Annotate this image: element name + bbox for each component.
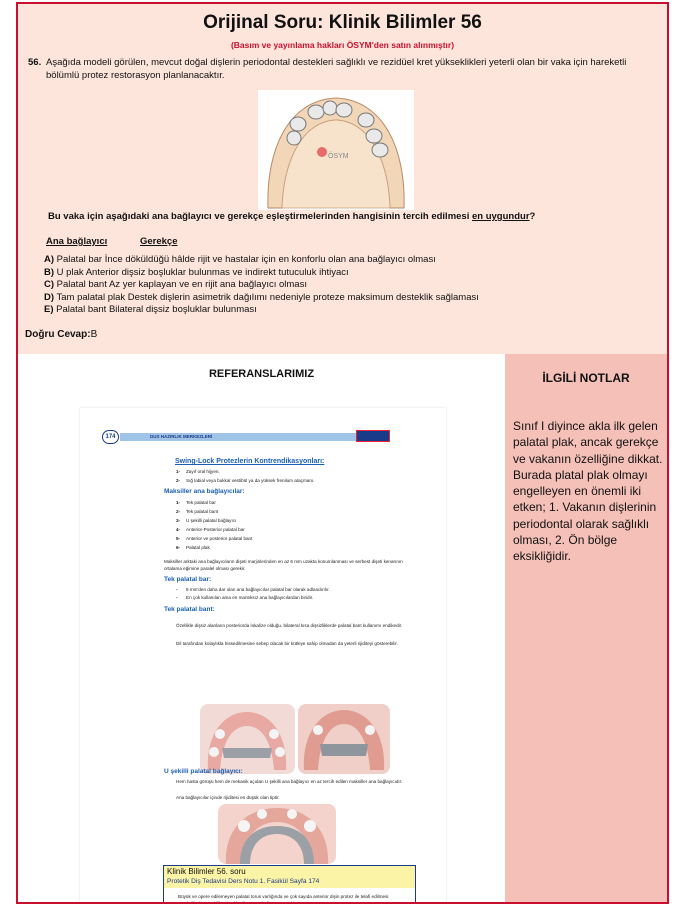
answer-value: B: [90, 329, 98, 340]
references-title: REFERANSLARIMIZ: [208, 368, 315, 380]
subsection-title: U şekilli palatal bağlayıcı:: [164, 768, 243, 775]
notes-title: İLGİLİ NOTLAR: [542, 371, 630, 385]
page-header-band: DUS HAZIRLIK MERKEZLERİ: [120, 433, 360, 441]
question-text: [28, 56, 648, 81]
dental-model-figure: [258, 90, 414, 210]
list-item: 1- Tek palatal bar: [176, 500, 216, 505]
stem-emphasis: en uygundur: [472, 211, 530, 222]
list-item: 4- Anterior-Posterior palatal bar: [176, 527, 245, 532]
page-frame: [16, 2, 669, 904]
u-shaped-connector-photo: [218, 804, 336, 864]
subsection-title: Maksiller ana bağlayıcılar:: [164, 488, 245, 495]
copyright-note: (Basım ve yayınlama hakları ÖSYM'den satın alınmıştır): [230, 40, 455, 50]
correct-answer: Doğru Cevap:B: [25, 329, 98, 340]
paragraph: Maksiller arktaki ana bağlayıcıların dişeti marjinlerinden en az 6 mm uzakta konumlanması ve serbest dişeti kenarının ortalama eğimine paralel olması gerekir.: [164, 559, 403, 571]
palatal-band-model-photo: [298, 704, 390, 774]
caption-band: [164, 866, 415, 888]
list-item: 3- U şekilli palatal bağlayıcı: [176, 518, 237, 523]
reference-caption-box: [163, 865, 416, 904]
list-item: 2- Sığ labial veya bukkal vestibül ya da yüksek frenilum ataçmanı.: [176, 478, 315, 483]
list-item: - En çok kullanılan ama en mantıksız ana bağlayıcılardan biridir.: [176, 595, 314, 600]
list-item: - 8 mm'den daha dar olan ana bağlayıcılar palatal bar olarak adlandırılır.: [176, 587, 330, 592]
notes-panel: [505, 354, 667, 902]
section-title: Swing-Lock Protezlerin Kontrendikasyonları:: [175, 458, 325, 465]
caption-text: Büyük ve opere edilemeyen palatal torus varlığında ve çok sayıda anterior dişin protez ile telafi edilmesi gerektiğinde U şekilli palatal bağlayıcının kullanımı gerekir.: [178, 894, 389, 904]
palatal-band-photo: [200, 704, 295, 774]
question-number: 56.: [28, 57, 42, 68]
osym-watermark: ÖSYM: [328, 153, 349, 160]
list-item: 5- Anterior ve posterior palatal bant: [176, 536, 253, 541]
page-title: Orijinal Soru: Klinik Bilimler 56: [203, 12, 482, 33]
page-number-badge: 174: [102, 430, 119, 444]
question-stem: [48, 211, 648, 222]
question-panel: [18, 4, 667, 354]
stem-end: ?: [529, 211, 536, 222]
option-a[interactable]: A) Palatal bar İnce döküldüğü hâlde rijit ve hastalar için en konforlu olan ana bağlayıcı olması: [44, 254, 436, 265]
list-item: 6- Palatal plak: [176, 545, 210, 550]
list-item: 2- Tek palatal bant: [176, 509, 219, 514]
list-item: Hem hasta görüşü hem de mekanik açıdan U şekilli ana bağlayıcı en az tercih edilen maksiller ana bağlayıcıdır.: [176, 779, 403, 784]
caption-title: Klinik Bilimler 56. soru: [167, 867, 246, 876]
subsection-title: Tek palatal bant:: [164, 606, 215, 613]
question-body: Aşağıda modeli görülen, mevcut doğal dişlerin periodontal destekleri sağlıklı ve rezidüel kret yükseklikleri yeterli olan bir vaka için hareketli bölümlü protez restorasyon planlanacaktır.: [46, 57, 627, 81]
list-item: Ana bağlayıcılar içinde rijiditesi en düşük olan tiptir.: [176, 795, 280, 800]
stem-text: Bu vaka için aşağıdaki ana bağlayıcı ve gerekçe eşleştirmelerinden hangisinin tercih edilmesi: [48, 211, 472, 222]
maxillary-arch-image: [258, 90, 414, 210]
list-item: Özellikle dişsiz alanların posteriorda lokalize olduğu, bilateral kısa dişsizliklerde palatal bant kullanımı endikedir.: [176, 623, 403, 628]
list-item: 1- Zayıf oral hijyen.: [176, 469, 220, 474]
option-c[interactable]: C) Palatal bant Az yer kaplayan ve en rijit ana bağlayıcı olması: [44, 279, 307, 291]
column-header-connector: Ana bağlayıcı: [46, 236, 108, 247]
caption-source: Protetik Diş Tedavisi Ders Notu 1. Fasikül Sayfa 174: [167, 878, 320, 885]
option-d[interactable]: D) Tam palatal plak Destek dişlerin asimetrik dağılımı nedeniyle proteze maksimum desteklik sağlaması: [44, 291, 479, 303]
list-item: Dil tarafından kolaylıkla hissedilmesine sebep olacak bir kütleye sahip olmadan da yeterli rijiditeyi gösterebilir.: [176, 641, 398, 646]
column-header-reason: Gerekçe: [140, 236, 178, 247]
references-panel: [18, 354, 505, 902]
subsection-title: Tek palatal bar:: [164, 576, 212, 583]
option-e[interactable]: E) Palatal bant Bilateral dişsiz boşluklar bulunması: [44, 304, 257, 316]
answer-options: [44, 254, 654, 317]
notes-text: Sınıf I diyince akla ilk gelen palatal plak, ancak gerekçe ve vakanın özelliğine dikkat. Burada platal plak olmayı engelleyen en önemli iki etken; 1. Vakanın dişlerinin periodontal olarak sağlıklı olması, 2. Ön bölge eksikliğidir.: [513, 419, 663, 564]
option-b[interactable]: B) U plak Anterior dişsiz boşluklar bulunmas ve indirekt tutuculuk ihtiyacı: [44, 266, 349, 278]
publisher-logo: [356, 430, 390, 442]
reference-page-scan: [80, 408, 446, 902]
